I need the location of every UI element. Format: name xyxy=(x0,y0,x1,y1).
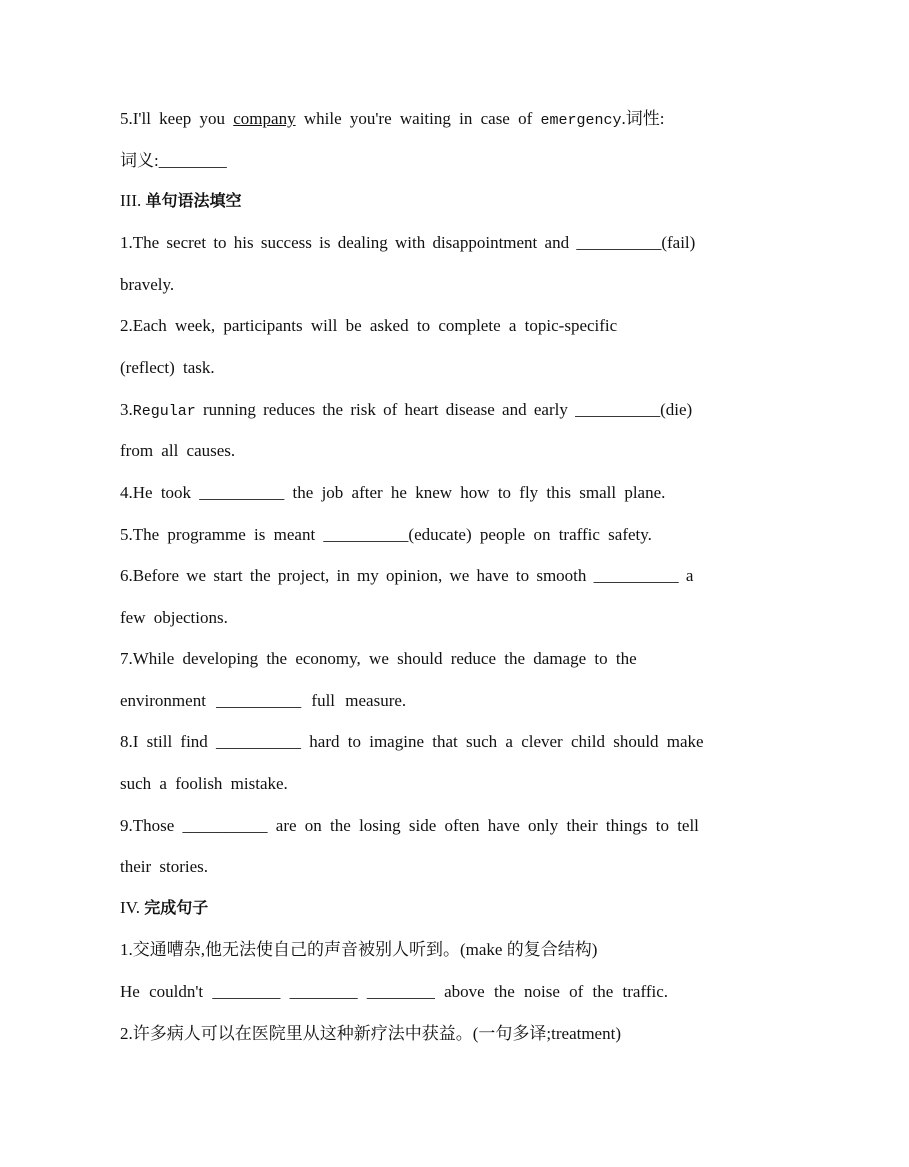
section-3-title: 单句语法填空 xyxy=(145,191,242,210)
q5-underlined-word: company xyxy=(233,109,296,128)
section-4-roman: IV. xyxy=(120,898,140,917)
q5-mono-word: emergency xyxy=(540,112,622,129)
grammar-item-1-line1: 1.The secret to his success is dealing with disappointment and __________(fail) xyxy=(120,233,696,252)
grammar-item-8-line1: 8.I still find __________ hard to imagine that such a clever child should make xyxy=(120,732,704,751)
section-3-heading xyxy=(120,190,242,212)
grammar-item-3-prefix: 3. xyxy=(120,400,133,419)
grammar-item-1-line2: bravely. xyxy=(120,275,175,294)
grammar-item-3-line1 xyxy=(120,399,692,423)
section-4-title: 完成句子 xyxy=(144,898,209,917)
grammar-item-3-line2: from all causes. xyxy=(120,441,236,460)
vocab-meaning-line: 词义:________ xyxy=(120,151,227,170)
grammar-item-3-rest: running reduces the risk of heart disease and early __________(die) xyxy=(195,400,693,419)
section-3-roman: III. xyxy=(120,191,142,210)
grammar-item-6-line2: few objections. xyxy=(120,608,228,627)
grammar-item-4-line1: 4.He took __________ the job after he knew how to fly this small plane. xyxy=(120,483,666,502)
q5-middle: while you're waiting in case of xyxy=(295,109,541,128)
section-4-heading xyxy=(120,897,208,919)
grammar-item-9-line2: their stories. xyxy=(120,857,209,876)
q5-suffix: .词性: xyxy=(621,109,665,128)
grammar-item-8-line2: such a foolish mistake. xyxy=(120,774,288,793)
sentence-item-2-prompt: 2.许多病人可以在医院里从这种新疗法中获益。(一句多译;treatment) xyxy=(120,1024,621,1043)
sentence-item-1-prompt: 1.交通嘈杂,他无法使自己的声音被别人听到。(make 的复合结构) xyxy=(120,940,598,959)
grammar-item-3-mono-word: Regular xyxy=(132,403,196,420)
grammar-item-7-line2: environment __________ full measure. xyxy=(120,691,407,710)
grammar-item-2-line2: (reflect) task. xyxy=(120,358,215,377)
sentence-item-1-answer: He couldn't ________ ________ ________ above the noise of the traffic. xyxy=(120,982,669,1001)
grammar-item-5-line1: 5.The programme is meant __________(educate) people on traffic safety. xyxy=(120,525,652,544)
grammar-item-7-line1: 7.While developing the economy, we should reduce the damage to the xyxy=(120,649,637,668)
grammar-item-9-line1: 9.Those __________ are on the losing side often have only their things to tell xyxy=(120,816,699,835)
grammar-item-6-line1: 6.Before we start the project, in my opinion, we have to smooth __________ a xyxy=(120,566,694,585)
q5-prefix: 5.I'll keep you xyxy=(120,109,234,128)
vocab-question-5 xyxy=(120,108,716,132)
grammar-item-2-line1: 2.Each week, participants will be asked to complete a topic-specific xyxy=(120,316,618,335)
